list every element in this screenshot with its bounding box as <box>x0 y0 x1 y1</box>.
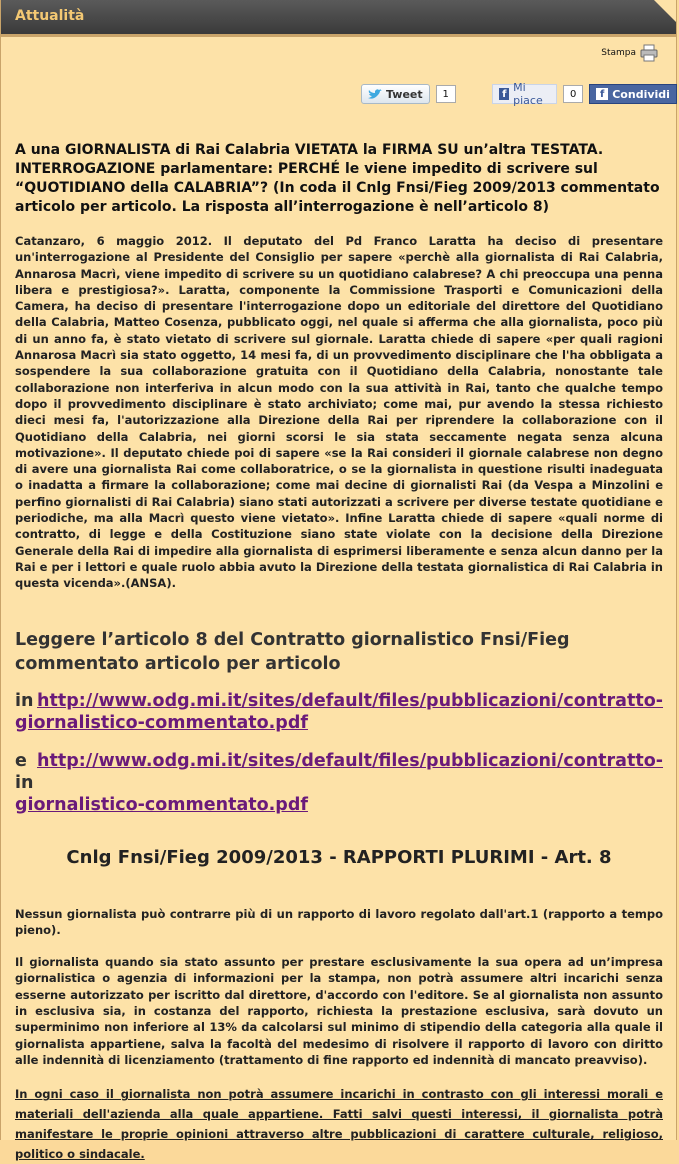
contract-paragraph-3: In ogni caso il giornalista non potrà assumere incarichi in contrasto con gli interessi morali e materiali dell'azienda alla quale appartiene. Fatti salvi questi interessi, il giornalista potrà manifestare le proprie opinioni attraverso altre pubblicazioni di carattere culturale, religioso, politico o sindacale. <box>15 1087 663 1162</box>
section-header <box>1 0 676 37</box>
print-link[interactable] <box>601 44 658 62</box>
print-label[interactable]: Stampa <box>601 48 636 58</box>
printer-icon[interactable] <box>640 44 658 62</box>
social-bar <box>361 81 677 107</box>
like-label[interactable]: Mi piace <box>513 81 543 107</box>
link2-prefix: e in <box>15 750 34 793</box>
share-button[interactable] <box>589 84 677 104</box>
link1-prefix: in <box>15 690 34 711</box>
like-count: 0 <box>563 85 583 103</box>
read-article-heading: Leggere l’articolo 8 del Contratto giornalistico Fnsi/Fieg commentato articolo per articolo <box>15 629 570 674</box>
link-line-2b <box>15 794 663 816</box>
header-corner <box>654 0 676 22</box>
like-button[interactable] <box>492 81 557 107</box>
section-title: Attualità <box>15 8 85 24</box>
contract-section-title: Cnlg Fnsi/Fieg 2009/2013 - RAPPORTI PLURIMI - Art. 8 <box>66 846 612 868</box>
contract-link-1-cont[interactable]: giornalistico-commentato.pdf <box>15 712 308 733</box>
tweet-label[interactable]: Tweet <box>386 87 423 101</box>
contract-link-1[interactable]: http://www.odg.mi.it/sites/default/files/pubblicazioni/contratto- <box>37 690 663 711</box>
link-line-1b <box>15 712 663 734</box>
contract-link-2[interactable]: http://www.odg.mi.it/sites/default/files/pubblicazioni/contratto- <box>37 750 663 771</box>
tweet-count: 1 <box>436 85 456 103</box>
contract-link-2-cont[interactable]: giornalistico-commentato.pdf <box>15 794 308 815</box>
link-line-2 <box>15 750 663 794</box>
contract-paragraph-1: Nessun giornalista può contrarre più di un rapporto di lavoro regolato dall'art.1 (rapporto a tempo pieno). <box>15 906 663 937</box>
facebook-icon: f <box>499 88 509 100</box>
article-headline: A una GIORNALISTA di Rai Calabria VIETATA la FIRMA SU un’altra TESTATA. INTERROGAZIONE parlamentare: PERCHÉ le viene impedito di scrivere sul “QUOTIDIANO della CALABRIA”? (In coda il Cnlg Fnsi/Fieg 2009/2013 commentato articolo per articolo. La risposta all’interrogazione è nell’articolo 8) <box>15 142 660 215</box>
facebook-share-icon: f <box>596 88 608 100</box>
share-label[interactable]: Condividi <box>612 87 670 101</box>
article-content <box>15 141 663 1164</box>
link-line-1 <box>15 690 663 712</box>
contract-paragraph-2: Il giornalista quando sia stato assunto per prestare esclusivamente la sua opera ad un’impresa giornalistica o agenzia di informazioni per la stampa, non potrà assumere altri incarichi senza esserne autorizzato per iscritto dal direttore, d'accordo con l'editore. Se al giornalista non assunto in esclusiva sia, in costanza del rapporto, richiesta la prestazione esclusiva, sarà dovuto un superminimo non inferiore al 13% da calcolarsi sul minimo di stipendio della categoria alla quale il giornalista appartiene, salva la facoltà del medesimo di risolvere il rapporto di lavoro con diritto alle indennità di licenziamento (trattamento di fine rapporto ed indennità di mancato preavviso). <box>15 955 663 1067</box>
tweet-button[interactable] <box>361 84 430 104</box>
twitter-bird-icon <box>368 89 382 100</box>
article-body: Catanzaro, 6 maggio 2012. Il deputato del Pd Franco Laratta ha deciso di presentare un'interrogazione al Presidente del Consiglio per sapere «perchè alla giornalista di Rai Calabria, Annarosa Macrì, viene impedito di scrivere su un quotidiano calabrese? A chi preoccupa una penna libera e prestigiosa?». Laratta, componente la Commissione Trasporti e Comunicazioni della Camera, ha deciso di presentare l'interrogazione dopo un editoriale del direttore del Quotidiano della Calabria, Matteo Cosenza, pubblicato oggi, nel quale si afferma che alla giornalista, poco più di un anno fa, è stato vietato di scrivere sul giornale. Laratta chiede di sapere «per quali ragioni Annarosa Macrì sia stato oggetto, 14 mesi fa, di un provvedimento disciplinare che l'ha obbligata a sospendere la sua collaborazione gratuita con il Quotidiano della Calabria, nonostante tale collaborazione non interferiva in alcun modo con la sua attività in Rai, tanto che qualche tempo dopo il provvedimento disciplinare è stato archiviato; come mai, pur avendo la stessa richiesto dieci mesi fa, l'autorizzazione alla Direzione della Rai per riprendere la collaborazione con il Quotidiano della Calabria, nei giorni scorsi le sia stata seccamente negata senza alcuna motivazione». Il deputato chiede poi di sapere «se la Rai consideri il giornale calabrese non degno di avere una giornalista Rai come collaboratrice, o se la giornalista in questione risulti inadeguata o inadatta a firmare la collaborazione; come mai decine di giornalisti Rai (da Vespa a Minzolini e perfino giornalisti di Rai Calabria) siano stati autorizzati a scrivere per diverse testate quotidiane e periodiche, ma alla Macrì questo viene vietato». Infine Laratta chiede di sapere «quali norme di contratto, di legge e della Costituzione siano state violate con la decisione della Direzione Generale della Rai di impedire alla giornalista di esprimersi liberamente e senza alcun danno per la Rai e per i lettori e quale ruolo abbia avuto la Direzione della testata giornalistica di Rai Calabria in questa vicenda».(ANSA). <box>15 234 663 591</box>
